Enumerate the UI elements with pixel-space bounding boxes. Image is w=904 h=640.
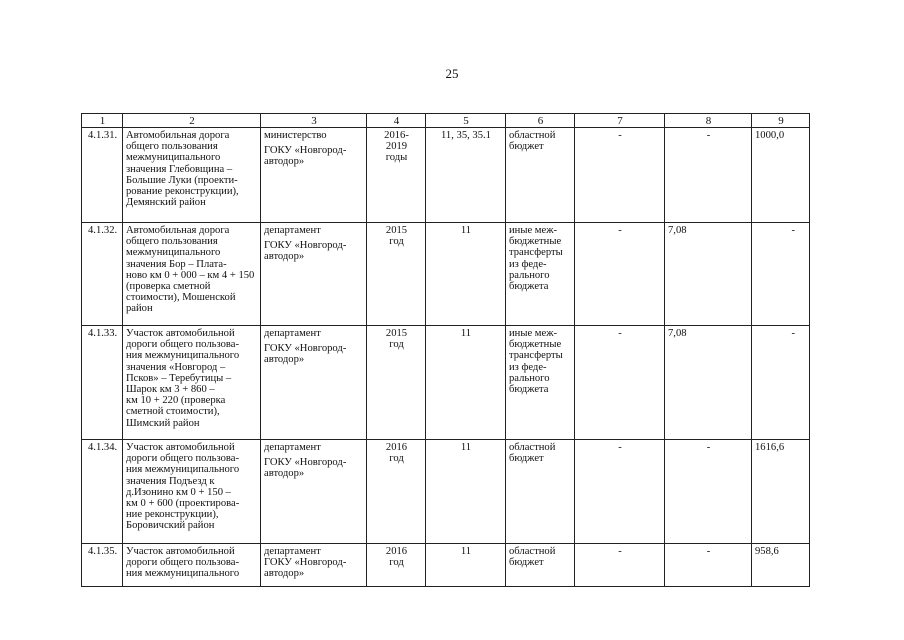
header-cell: 9: [752, 114, 810, 128]
amount-col7: -: [575, 544, 665, 587]
header-row: [82, 114, 810, 128]
amount-col9: -: [752, 326, 810, 440]
table-row: [82, 544, 810, 587]
row-number: 4.1.35.: [82, 544, 123, 587]
funding-source: областной бюджет: [506, 128, 575, 223]
table-row: [82, 223, 810, 326]
agency-secondary: ГОКУ «Новгород- автодор»: [264, 343, 347, 366]
agency-primary: департамент: [264, 442, 321, 453]
period: 2016 год: [367, 544, 426, 587]
amount-col7: -: [575, 326, 665, 440]
agency-secondary: ГОКУ «Новгород- автодор»: [264, 240, 347, 263]
row-number: 4.1.32.: [82, 223, 123, 326]
table-row: [82, 440, 810, 544]
responsible-cell: [261, 223, 367, 326]
funding-source: иные меж- бюджетные трансферты из феде- рального бюджета: [506, 326, 575, 440]
amount-col9: -: [752, 223, 810, 326]
object-name: Участок автомобильной дороги общего пользова- ния межмуниципального значения Подъезд к д.Изонино км 0 + 150 – км 0 + 600 (проектирова- ние реконструкции), Боровичский район: [123, 440, 261, 544]
amount-col8: -: [665, 544, 752, 587]
amount-col9: 958,6: [752, 544, 810, 587]
funding-source: областной бюджет: [506, 440, 575, 544]
header-cell: 4: [367, 114, 426, 128]
target-codes: 11: [426, 223, 506, 326]
target-codes: 11: [426, 326, 506, 440]
amount-col9: 1616,6: [752, 440, 810, 544]
responsible-cell: [261, 326, 367, 440]
agency-primary: департамент: [264, 225, 321, 236]
row-number: 4.1.33.: [82, 326, 123, 440]
responsible-cell: [261, 440, 367, 544]
amount-col7: -: [575, 223, 665, 326]
agency-secondary: ГОКУ «Новгород- автодор»: [264, 145, 347, 168]
funding-source: областной бюджет: [506, 544, 575, 587]
agency-primary: министерство: [264, 130, 327, 141]
object-name: Участок автомобильной дороги общего пользова- ния межмуниципального значения «Новгород – Псков» – Теребутицы – Шарок км 3 + 860 – км 10 + 220 (проверка сметной стоимости), Шимский район: [123, 326, 261, 440]
amount-col8: -: [665, 128, 752, 223]
period: 2015 год: [367, 223, 426, 326]
target-codes: 11: [426, 440, 506, 544]
table-row: [82, 326, 810, 440]
amount-col7: -: [575, 128, 665, 223]
agency-secondary: ГОКУ «Новгород- автодор»: [264, 557, 347, 580]
period: 2016- 2019 годы: [367, 128, 426, 223]
amount-col8: -: [665, 440, 752, 544]
funding-source: иные меж- бюджетные трансферты из феде- рального бюджета: [506, 223, 575, 326]
object-name: Автомобильная дорога общего пользования межмуниципального значения Глебовщина – Большие Луки (проекти- рование реконструкции), Демянский район: [123, 128, 261, 223]
object-name: Автомобильная дорога общего пользования межмуниципального значения Бор – Плата- ново км 0 + 000 – км 4 + 150 (проверка сметной стоимости), Мошенской район: [123, 223, 261, 326]
agency-primary: департамент: [264, 328, 321, 339]
row-number: 4.1.34.: [82, 440, 123, 544]
period: 2015 год: [367, 326, 426, 440]
amount-col8: 7,08: [665, 223, 752, 326]
header-cell: 7: [575, 114, 665, 128]
page-number: 25: [445, 66, 459, 81]
amount-col7: -: [575, 440, 665, 544]
header-cell: 3: [261, 114, 367, 128]
program-table: [81, 113, 810, 587]
object-name: Участок автомобильной дороги общего пользова- ния межмуниципального: [123, 544, 261, 587]
amount-col8: 7,08: [665, 326, 752, 440]
period: 2016 год: [367, 440, 426, 544]
target-codes: 11, 35, 35.1: [426, 128, 506, 223]
amount-col9: 1000,0: [752, 128, 810, 223]
row-number: 4.1.31.: [82, 128, 123, 223]
header-cell: 8: [665, 114, 752, 128]
agency-primary: департамент: [264, 546, 321, 557]
agency-secondary: ГОКУ «Новгород- автодор»: [264, 457, 347, 480]
header-cell: 2: [123, 114, 261, 128]
table-row: [82, 128, 810, 223]
responsible-cell: [261, 544, 367, 587]
header-cell: 6: [506, 114, 575, 128]
header-cell: 1: [82, 114, 123, 128]
target-codes: 11: [426, 544, 506, 587]
responsible-cell: [261, 128, 367, 223]
header-cell: 5: [426, 114, 506, 128]
